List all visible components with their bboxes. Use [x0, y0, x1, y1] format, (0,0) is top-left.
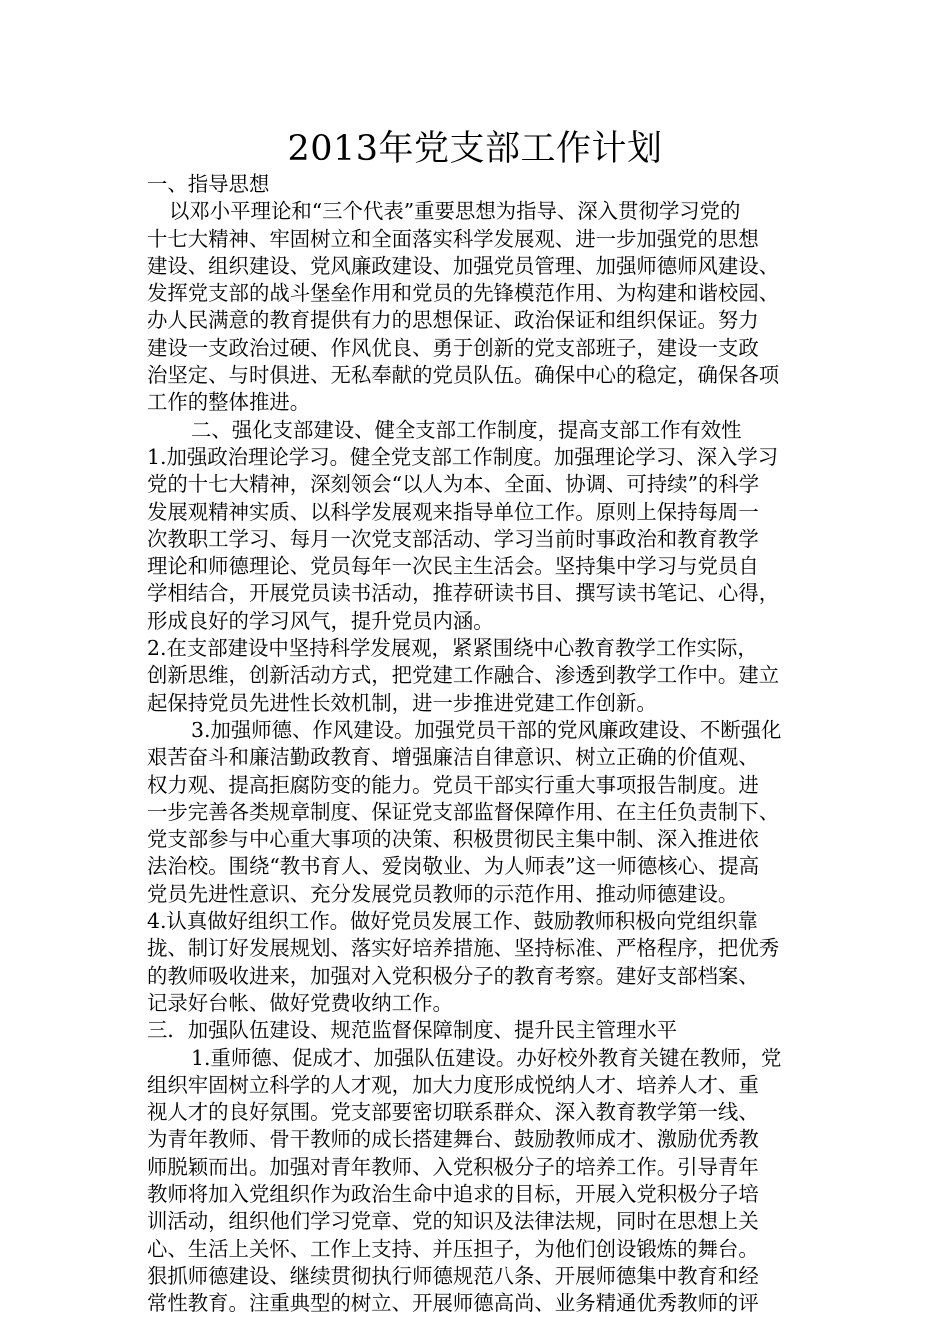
document-line: 师脱颖而出。加强对青年教师、入党积极分子的培养工作。引导青年	[147, 1154, 759, 1179]
document-line: 建设一支政治过硬、作风优良、勇于创新的党支部班子，建设一支政	[147, 335, 759, 360]
document-line: 为青年教师、骨干教师的成长搭建舞台、鼓励教师成才、激励优秀教	[147, 1127, 759, 1152]
document-line: 心、生活上关怀、工作上支持、并压担子，为他们创设锻炼的舞台。	[147, 1236, 759, 1261]
document-line: 教师将加入党组织作为政治生命中追求的目标，开展入党积极分子培	[147, 1181, 759, 1206]
document-line: 二、强化支部建设、健全支部工作制度，提高支部工作有效性	[191, 417, 742, 442]
document-line: 三．加强队伍建设、规范监督保障制度、提升民主管理水平	[147, 1018, 678, 1043]
document-line: 一步完善各类规章制度、保证党支部监督保障作用、在主任负责制下、	[147, 799, 780, 824]
document-line: 1.重师德、促成才、加强队伍建设。办好校外教育关键在教师，党	[191, 1045, 782, 1070]
document-line: 艰苦奋斗和廉洁勤政教育、增强廉洁自律意识、树立正确的价值观、	[147, 745, 759, 770]
document-line: 权力观、提高拒腐防变的能力。党员干部实行重大事项报告制度。进	[147, 772, 759, 797]
document-title: 2013年党支部工作计划	[287, 129, 663, 169]
document-line: 发展观精神实质、以科学发展观来指导单位工作。原则上保持每周一	[147, 499, 759, 524]
document-line: 党的十七大精神，深刻领会“以人为本、全面、协调、可持续”的科学	[147, 472, 760, 497]
document-line: 狠抓师德建设、继续贯彻执行师德规范八条、开展师德集中教育和经	[147, 1263, 759, 1288]
document-line: 治坚定、与时俱进、无私奉献的党员队伍。确保中心的稳定，确保各项	[147, 363, 780, 388]
document-line: 学相结合，开展党员读书活动，推荐研读书目、撰写读书笔记、心得，	[147, 581, 780, 606]
document-line: 组织牢固树立科学的人才观，加大力度形成悦纳人才、培养人才、重	[147, 1072, 759, 1097]
document-line: 党员先进性意识、充分发展党员教师的示范作用、推动师德建设。	[147, 881, 739, 906]
document-line: 记录好台帐、做好党费收纳工作。	[147, 990, 453, 1015]
document-line: 3.加强师德、作风建设。加强党员干部的党风廉政建设、不断强化	[191, 717, 782, 742]
document-line: 形成良好的学习风气，提升党员内涵。	[147, 608, 494, 633]
document-line: 发挥党支部的战斗堡垒作用和党员的先锋模范作用、为构建和谐校园、	[147, 281, 780, 306]
document-line: 拢、制订好发展规划、落实好培养措施、坚持标准、严格程序，把优秀	[147, 936, 780, 961]
document-line: 2.在支部建设中坚持科学发展观，紧紧围绕中心教育教学工作实际，	[147, 636, 758, 661]
document-body	[147, 171, 817, 1316]
document-line: 工作的整体推进。	[147, 390, 311, 415]
document-line: 创新思维，创新活动方式，把党建工作融合、渗透到教学工作中。建立	[147, 663, 780, 688]
document-line: 建设、组织建设、党风廉政建设、加强党员管理、加强师德师风建设、	[147, 253, 780, 278]
document-line: 党支部参与中心重大事项的决策、积极贯彻民主集中制、深入推进依	[147, 827, 759, 852]
document-line: 起保持党员先进性长效机制，进一步推进党建工作创新。	[147, 690, 657, 715]
document-line: 法治校。围绕“教书育人、爱岗敬业、为人师表”这一师德核心、提高	[147, 854, 760, 879]
document-line: 1.加强政治理论学习。健全党支部工作制度。加强理论学习、深入学习	[147, 444, 779, 469]
document-line: 4.认真做好组织工作。做好党员发展工作、鼓励教师积极向党组织靠	[147, 909, 758, 934]
document-line: 一、指导思想	[147, 172, 270, 196]
document-line: 训活动，组织他们学习党章、党的知识及法律法规，同时在思想上关	[147, 1209, 759, 1234]
document-line: 的教师吸收进来，加强对入党积极分子的教育考察。建好支部档案、	[147, 963, 759, 988]
document-line: 理论和师德理论、党员每年一次民主生活会。坚持集中学习与党员自	[147, 554, 759, 579]
document-line: 办人民满意的教育提供有力的思想保证、政治保证和组织保证。努力	[147, 308, 759, 333]
document-line: 以邓小平理论和“三个代表”重要思想为指导、深入贯彻学习党的	[169, 199, 741, 224]
document-line: 常性教育。注重典型的树立、开展师德高尚、业务精通优秀教师的评	[147, 1291, 759, 1316]
document-line: 视人才的良好氛围。党支部要密切联系群众、深入教育教学第一线、	[147, 1100, 759, 1125]
document-line: 十七大精神、牢固树立和全面落实科学发展观、进一步加强党的思想	[147, 226, 759, 251]
document-line: 次教职工学习、每月一次党支部活动、学习当前时事政治和教育教学	[147, 526, 759, 551]
